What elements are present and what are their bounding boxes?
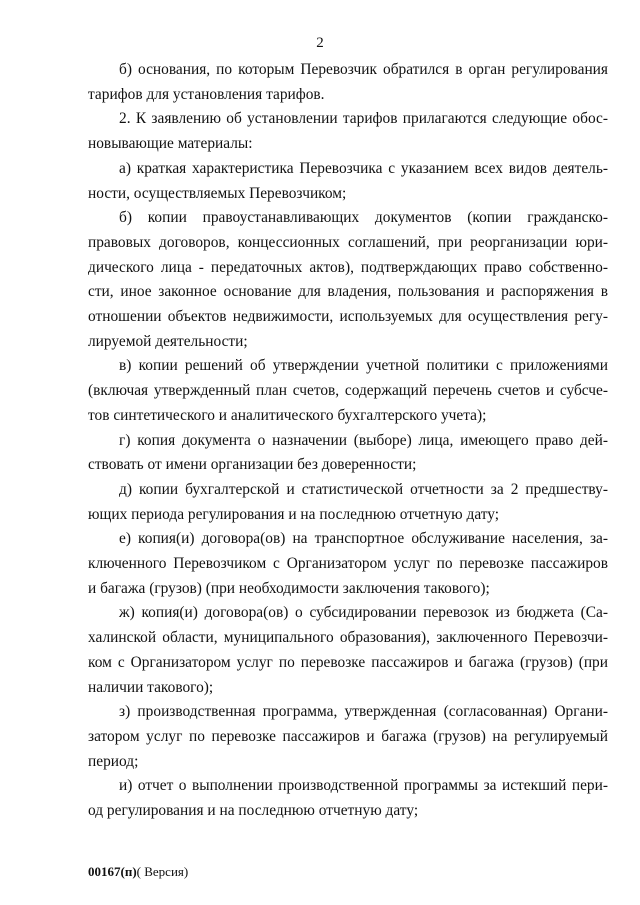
text-line: и багажа (грузов) (при необходимости заключения такового); [88, 579, 490, 597]
text-line: новывающие материалы: [88, 135, 253, 153]
text-line: лируемой деятельности; [88, 332, 248, 350]
text-line: и) отчет о выполнении производственной программы за истекший пери- [119, 777, 608, 795]
text-line: а) краткая характеристика Перевозчика с указанием всех видов деятель- [119, 159, 608, 177]
text-line: в) копии решений об утверждении учетной политики с приложениями [119, 357, 608, 375]
text-line: б) основания, по которым Перевозчик обратился в орган регулирования [119, 61, 608, 78]
text-line: ствовать от имени организации без доверенности; [88, 456, 417, 474]
document-body [88, 58, 608, 824]
text-line: период; [88, 752, 139, 770]
text-line: ком с Организатором услуг по перевозке пассажиров и багажа (грузов) (при [88, 653, 608, 671]
text-line: од регулирования и на последнюю отчетную дату; [88, 802, 419, 820]
text-line: 2. К заявлению об установлении тарифов прилагаются следующие обос- [119, 110, 608, 128]
text-line: д) копии бухгалтерской и статистической отчетности за 2 предшеству- [119, 480, 608, 498]
document-code: 00167(п) [88, 864, 137, 879]
text-line: дического лица - передаточных актов), подтверждающих право собственно- [88, 258, 608, 276]
page-number: 2 [316, 35, 324, 51]
text-line: сти, иное законное основание для владения, пользования и распоряжения в [88, 283, 608, 301]
text-line: ющих периода регулирования и на последнюю отчетную дату; [88, 505, 500, 523]
text-line: (включая утвержденный план счетов, содержащий перечень счетов и субсче- [88, 382, 608, 400]
text-line: ности, осуществляемых Перевозчиком; [88, 184, 347, 202]
text-line: г) копия документа о назначении (выборе) лица, имеющего право дей- [119, 431, 608, 449]
text-line: ключенного Перевозчиком с Организатором услуг по перевозке пассажиров [88, 555, 608, 573]
text-line: халинской области, муниципального образования), заключенного Перевозчи- [88, 629, 608, 647]
text-line: з) производственная программа, утвержденная (согласованная) Органи- [119, 703, 608, 721]
text-line: б) копии правоустанавливающих документов (копии гражданско- [119, 209, 608, 227]
text-line: отношении объектов недвижимости, используемых для осуществления регу- [88, 308, 608, 326]
text-line: ж) копия(и) договора(ов) о субсидировании перевозок из бюджета (Са- [119, 604, 608, 622]
text-line: наличии такового); [88, 678, 214, 696]
text-line: е) копия(и) договора(ов) на транспортное обслуживание населения, за- [119, 530, 608, 548]
text-line: затором услуг по перевозке пассажиров и багажа (грузов) на регулируемый [88, 727, 608, 745]
text-line: правовых договоров, концессионных соглашений, при реорганизации юри- [88, 233, 608, 251]
text-line: тов синтетического и аналитического бухгалтерского учета); [88, 406, 487, 424]
document-version: ( Версия) [136, 864, 189, 879]
document-footer [88, 864, 188, 880]
text-line: тарифов для установления тарифов. [88, 85, 325, 103]
